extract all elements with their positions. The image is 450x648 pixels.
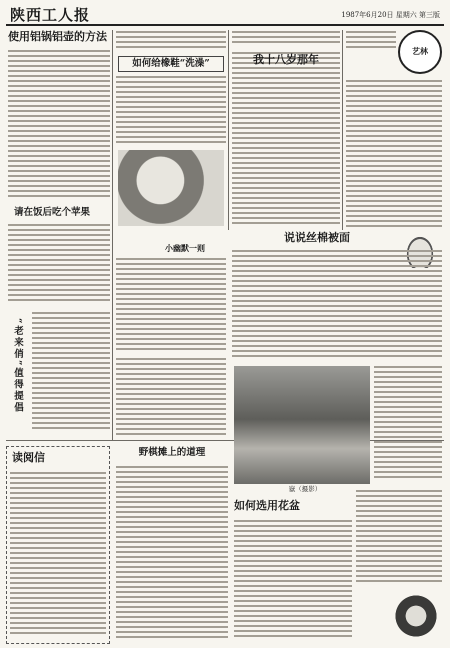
masthead: [6, 4, 444, 26]
column-stamp-label: 艺林: [412, 46, 428, 56]
article-headline: 野棋摊上的道理: [138, 447, 206, 458]
article-body: [374, 366, 442, 484]
column-rule: [228, 30, 229, 230]
column-stamp: [398, 30, 442, 74]
article-headline: 小幽默一则: [165, 243, 205, 253]
waterfall-photo: [234, 366, 370, 484]
article-body: [356, 490, 442, 586]
masthead-title: 陕西工人报: [10, 6, 91, 24]
masthead-date: 1987年6月20日 星期六 第三版: [341, 11, 440, 19]
article-body: [116, 258, 226, 354]
boxed-headline: 如何给橡鞋“洗澡”: [118, 56, 224, 72]
article-headline: 请在饭后吃个苹果: [14, 207, 91, 218]
article-body: [234, 520, 352, 642]
article-body: [232, 250, 442, 360]
article-body: [10, 472, 106, 640]
article-body: [116, 31, 226, 53]
article-body: [346, 31, 396, 55]
article-body: [8, 224, 110, 304]
vertical-headline: “老来俏”值得提倡: [12, 318, 23, 414]
illustration-image: [118, 150, 224, 226]
article-headline: 使用铝锅铝壶的方法: [8, 30, 107, 43]
column-rule: [112, 30, 113, 440]
article-body: [232, 52, 340, 228]
article-body: [232, 31, 340, 49]
article-body: [116, 358, 226, 438]
flower-illustration: [392, 592, 440, 640]
column-rule: [342, 30, 343, 230]
article-body: [346, 80, 442, 230]
article-headline: 说说丝棉被面: [284, 231, 350, 244]
article-body: [32, 312, 110, 436]
column-logo: 读阅信: [12, 451, 45, 464]
article-body: [116, 466, 228, 642]
article-body: [8, 50, 110, 200]
article-headline: 如何选用花盆: [234, 499, 300, 512]
article-headline: 我十八岁那年: [253, 53, 319, 66]
article-body: [116, 76, 226, 146]
photo-caption: 嶽（摄影）: [288, 485, 322, 493]
